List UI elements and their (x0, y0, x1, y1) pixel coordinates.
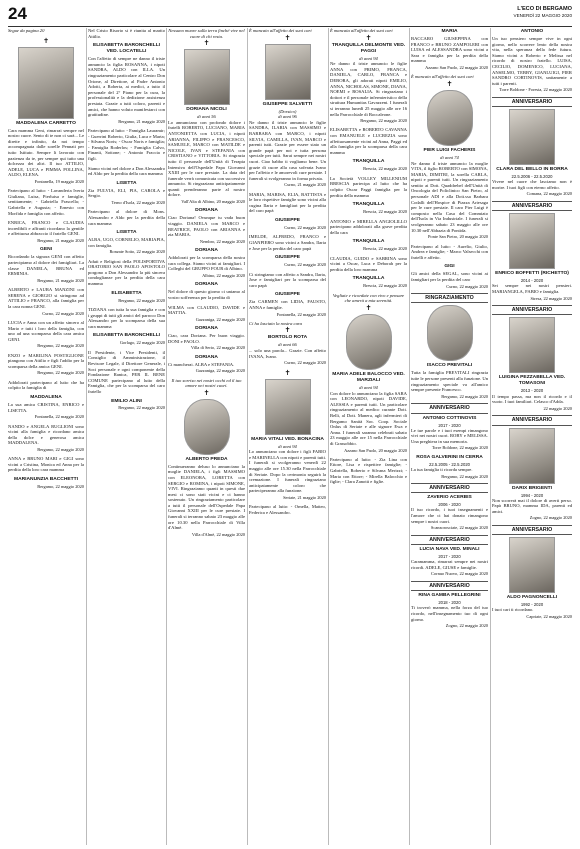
notice-text: BACCARO GIUSEPPINA con FRANCO e BRUNO ZAMPOLERI con LUISA ed ALESSANDRA sono vicini a Sara e famiglia per la perdita della mamma (411, 35, 488, 64)
notice-place-date: Curno, 21 maggio 2020 (284, 182, 326, 188)
notice-place-date: Brescia, 22 maggio 2020 (363, 283, 407, 289)
notice-text: I tuoi cari ti ricordano. (492, 607, 534, 613)
obituary-notice (88, 259, 165, 287)
notice-place-date: Torre Boldone, 22 maggio 2020 (431, 445, 488, 451)
obituary-notice (168, 28, 245, 204)
notice-place-date: Curno, 22 maggio 2020 (42, 310, 84, 316)
obituary-notice (411, 74, 488, 239)
notice-text: Non scorrerà mai il dolore di averti perso. Papà BRUNO, mamma IDA, parenti ed amici. (492, 497, 572, 514)
obituary-notice (8, 380, 84, 391)
notice-place-date: Scanzorosciate, 22 maggio 2020 (430, 525, 488, 531)
column-2 (88, 28, 165, 845)
notice-place-date: Bergamo, 22 maggio 2020 (441, 393, 488, 399)
obituary-notice (8, 220, 84, 243)
obituary-notice (249, 255, 326, 267)
cross-icon: ✝ (284, 326, 291, 335)
notice-subtitle: di anni 94 (359, 384, 378, 390)
notice-lead: È mancata all'affetto dei suoi cari (330, 28, 393, 33)
deceased-name: ALDO PAGNONCELLI (506, 595, 558, 601)
deceased-name: DORIANA (195, 354, 218, 360)
deceased-name: ENRICO BOFFETTI (RICHETTO) (495, 271, 569, 277)
obituary-notice (330, 293, 407, 453)
notice-text: Ciao, cara Doriana. Per buon viaggio. DONI e PAOLO. (168, 333, 245, 344)
deceased-name: ELISABETTA (111, 290, 142, 296)
obituary-notice (168, 355, 245, 374)
notice-text: IMELDE, ALFREDO, FRANCO e GIANPIERO sono vicini a Sandra, Ilaria e Jose per la perdita del caro papà (249, 234, 326, 251)
deceased-name: TRANQUILLA (352, 239, 385, 245)
deceased-name: GIUSEPPE SALVETTI (262, 101, 313, 107)
section-band: ANNIVERSARIO (411, 535, 488, 545)
deceased-name: ALBERTO PREDA (185, 456, 228, 462)
obituary-notice (492, 29, 572, 93)
obituary-notice (330, 457, 407, 485)
notice-place-date: Albino, 22 maggio 2020 (202, 272, 245, 278)
column-5 (330, 28, 407, 845)
obituary-notice (168, 248, 245, 278)
obituary-notice (330, 28, 407, 123)
notice-place-date: Torre Boldone - Foresta, 22 maggio 2020 (499, 87, 572, 93)
notice-text: TIZIANA con tutta la sua famiglia e con i gruppi di tutti gli amici del parroco Don Alessandro per la scomparsa della sua cara mamma (88, 307, 165, 329)
notice-place-date: Curno, 22 maggio 2020 (446, 283, 488, 289)
notice-text: Lo annunciano con profondo dolore i fratelli ROBERTO, LUCIANO, MARIA ANTONIETTA con LUCIA, i nipoti ARIANNA, FILIPPO e FRANCESCO, SAMUELE, MARCO con MATILDE e NICOLE, IVAN e STEFANIA con CRISTIANO e VITTORIA. Si ringrazia tutto il personale dell'Unità di Terapia Intensiva dell'Ospedale Papa Giovanni XXIII per le cure prestate. La data del funerale verrà comunicata con successivo annuncio. Si ringraziano anticipatamente quanti prenderanno parte al nostro dolore. (168, 119, 245, 198)
notice-place-date: Terno d'Isola, 22 maggio 2020 (111, 199, 165, 205)
obituary-notice (8, 247, 84, 283)
notice-text: Gli amici della SEGAL, sono vicini ai famigliari per la perdita del caro (411, 271, 488, 282)
obituary-notice (492, 317, 572, 411)
obituary-notice (168, 282, 245, 300)
deceased-name: DORIANA (195, 248, 218, 254)
notice-place-date: Bergamo, 22 maggio 2020 (37, 370, 84, 376)
obituary-notice (492, 109, 572, 197)
notice-text: Con l'affetto di sempre ne danno il triste annuncio la figlia ROSANNA, i nipoti SANDRA, ALDO con ILLA. Un ringraziamento particolare al Centro Don Orione, al Direttore, al Padre Antonio Adotti, a Roberta, ai medici, a tutto il personale del 2° Piano per la cura, la professionalità e la dedizione assistenza prestata. Grazie a tutti coloro, parenti e amici, che hanno voluto manifestarci con gratitudine. (88, 56, 165, 118)
obituary-notice (330, 127, 407, 155)
column-4 (249, 28, 326, 845)
cross-icon: ✝ (203, 39, 210, 48)
notice-place-date: Capriate, 22 maggio 2020 (526, 613, 572, 619)
deceased-name: MARIA VITALI VED. BONACINA (251, 436, 324, 442)
notice-years: 1992 - 2020 (520, 602, 544, 608)
deceased-name: LISETTA (116, 230, 137, 236)
obituary-notice (411, 495, 488, 530)
obituary-notice (411, 244, 488, 261)
obituary-notice (249, 292, 326, 317)
obituary-notice (330, 276, 407, 288)
column-6 (411, 28, 488, 845)
notice-place-date: Azzano San Paolo, 22 maggio 2020 (425, 64, 488, 70)
obituary-notice (8, 287, 84, 316)
obituary-notice (411, 455, 488, 479)
section-band: ANNIVERSARIO (411, 483, 488, 493)
notice-years: 2017 - 2020 (438, 422, 461, 428)
notice-subtitle: (Dorsico) (278, 108, 297, 114)
notice-years: 2014 - 2020 (520, 278, 544, 284)
notice-text: La tua famiglia ti ricorda sempre. (411, 466, 473, 472)
obituary-notice (249, 272, 326, 289)
obituary-notice (411, 547, 488, 577)
notice-place-date: Bergamo, 22 maggio 2020 (360, 118, 407, 124)
notice-place-date: 22 maggio 2020 (543, 405, 572, 411)
portrait-photo (184, 49, 230, 105)
notice-years: 2013 - 2020 (520, 388, 544, 394)
deceased-name: ZAVERIO ACERBIS (427, 495, 472, 501)
deceased-name: GIUSEPPE (274, 292, 300, 298)
notice-lead: Ci ha lasciato la nostra cara (249, 320, 302, 326)
deceased-name: MADDALENA (30, 395, 62, 400)
notice-text: ALBERTO e LAURA MANZINI con SERENA e GIORGIO si stringono ad ATTILIO e FRANCO, alla famiglia per la cara nonna GENI. (8, 287, 84, 309)
deceased-name: GIUSEPPE (274, 218, 300, 224)
notice-text: Nel dolore di questo giorno ci uniamo al vostro sofferenza per la perdita di (168, 289, 245, 300)
notice-text: Partecipano al lutto: - Zia Lina con Ettore, Lisa e rispettive famiglie; - Gabriella, Roberto e Silvana Merizzi; - Maria con Ettore; - Mirella Balocchio e figlie; - Clara Zanotti e figlie. (330, 456, 407, 485)
notice-text: Partecipano al lutto: - Ornella, Matteo, Federica e Alessandro. (249, 504, 326, 515)
obituary-notice (411, 416, 488, 451)
cross-icon: ✝ (284, 368, 291, 377)
obituary-notice (249, 504, 326, 515)
notice-lead: È mancato all'affetto dei suoi cari (411, 74, 474, 80)
obituary-notice (249, 321, 326, 366)
notice-text: CLAUDIA, GUIDO e SABRINA sono vicini a Oscar, Luca e Deborah per la perdita della loro mamma (330, 255, 407, 272)
obituary-notice (8, 456, 84, 473)
notice-lead: È mancato all'affetto dei suoi cari (249, 28, 312, 33)
obituary-notice (88, 230, 165, 255)
deceased-name: DORIANA (195, 326, 218, 332)
obituary-notice (249, 234, 326, 251)
deceased-name: TRANQUILLA DELMONTE VED. PAGGI (331, 42, 406, 54)
deceased-name: BORTOLO ROTA (267, 335, 308, 341)
obituary-notice (8, 121, 84, 185)
obituary-notice (168, 326, 245, 351)
notice-place-date: Curno, 22 maggio 2020 (284, 360, 326, 366)
notice-place-date: Gazzaniga, 22 maggio 2020 (195, 368, 245, 374)
notice-text: Siamo vicini nel dolore a Don Alessandro ed Aldo per la perdita della cara mamma (88, 165, 165, 177)
deceased-name: MARIANUNZIA BACCHETTI (14, 477, 78, 483)
notice-text: Lo annunciano con dolore i figli FABIO e MARINELLA con nipoti e parenti tutti. I funerali si svolgeranno venerdì 22 maggio alle ore 15.30 nella Parrocchiale di Seriate. Dopo la cerimonia seguirà la cremazione. I funerali ringraziano anticipatamente coloro che parteciperanno alla funzione. (249, 449, 326, 494)
column-3 (168, 28, 245, 845)
portrait-photo (184, 399, 230, 455)
deceased-name: TRANQUILLA (352, 159, 385, 165)
notice-text: Il tempo passa, ma non il ricordo e il vuoto. I tuoi familiari. Celasco d'Adda. (492, 393, 572, 405)
section-band: ANNIVERSARIO (411, 403, 488, 413)
obituary-notice (88, 209, 165, 226)
notice-place-date: Zogno, 22 maggio 2020 (445, 623, 488, 629)
obituary-notice (492, 213, 572, 301)
notice-text: NANDO e ANGELA RUGLIONI sono vicini alla famiglia e ricordano amica della dolce e generosa amica MADDALENA. (8, 423, 84, 446)
cross-icon: ✝ (203, 388, 210, 397)
obituary-notice (330, 239, 407, 251)
obituary-notice (249, 218, 326, 230)
obituary-notice (88, 333, 165, 345)
notice-text: Addolorati partecipano al lutto che ha colpito la famiglia di (8, 379, 84, 391)
obituary-notice (411, 593, 488, 628)
obituary-notice (168, 208, 245, 244)
notice-text: Partecipano al dolore di Mons. Alessandro e Aldo per la perdita della cara mamma (88, 209, 165, 226)
notice-text: Ti troverò mamma, nella forza del tuo ricordo, nell'insegnamento tuo di ogni giorno. (411, 605, 488, 622)
notice-text: Partecipano al lutto: - Aurelio, Giulio, Andrea e famiglie; - Marco Valsecchi con fratelli e affetto. (411, 243, 488, 260)
notice-text: Ci stringiamo con affetto a Sandra, Ilaria, Jose e famigliari per la scomparsa del caro papà (249, 271, 326, 288)
notice-text: LUCIA e Anna con un affetto sincero al Mario e tutti i loro della famiglia, con uno ad una scomparsa della cara amica GENI. (8, 319, 84, 342)
deceased-name: GIGI (444, 264, 455, 270)
deceased-name: TRANQUILLA (352, 202, 385, 208)
notice-text: ELISABETTA e ROBERTO CAVANNA con EMANUELE e LUCREZIA sono affettuosamente vicini ad Anna, Paggi ed alla famiglia per la scomparsa della cara mamma (330, 127, 407, 155)
notice-text: ... solo una parola... Grazie. Con affetto IVANA, Ivano. (249, 348, 326, 359)
notice-place-date: Gorlago, 22 maggio 2020 (119, 340, 165, 346)
notice-quote: Nessuno muore sulla terra finché vive nel cuore di chi resta. (168, 28, 245, 39)
portrait-photo (509, 428, 555, 484)
notice-text: Addolorati per la scomparsa della nostra cara collega. Siamo vicini ai famigliari. I Colleghi del GRUPPO FOUR di Albino. (168, 255, 245, 272)
deceased-name: ANTONIO (520, 29, 544, 34)
notice-place-date: Bergamo, 22 maggio 2020 (37, 446, 84, 452)
notice-subtitle: di anni 56 (197, 114, 216, 120)
notice-text: Il Presidente, i Vice Presidenti, il Consiglio di Amministrazione, il Revisore Legale, il Direttore Generale, i Soci personale e ogni componente della Fondazione Ranica, PER IL BENE COMUNE partecipano al lutto della Famiglia, che per la scomparsa del caro fratello (88, 349, 165, 394)
notice-text: Partecipano al lutto: - Lavanderia Iveria Giuliana, Luisa, Pierluisa e famiglie, sentitamente; - Gabriella Frascella; - Gabriella e Augusta; - Ernesto con Morfida e famiglia con affetto. (8, 188, 84, 216)
obituary-notice (330, 159, 407, 171)
deceased-name: RINA GAMBA PELLEGRINI (418, 593, 481, 599)
deceased-name: EMILIO ALINI (111, 398, 142, 404)
obituary-notice (8, 477, 84, 489)
notice-text: Continueranno deluso lo annunciano la moglie DANIELA, i figli MASSIMO con ELEONORA, LORETTA con SERGIO e ROMINA, i nipoti SIMONE, VIVI. Ringraziamo quanti in questi due mesi ci sono stati vicini e ci hanno sostenuto. Un ringraziamento particolare a tutti il personale dell'Ospedale Papa Giovanni XXIII per le cure prestate. I funerali si terranno sabato 23 maggio alle ore 10.30 nella Parrocchiale di Villa d'Almè. (168, 463, 245, 531)
notice-place-date: Zogno, 22 maggio 2020 (529, 515, 572, 521)
obituary-notice (88, 43, 165, 124)
obituary-notice (88, 350, 165, 395)
cross-icon: ✝ (365, 304, 372, 312)
obituary-notice (88, 291, 165, 303)
notice-place-date: Brescia, 22 maggio 2020 (363, 166, 407, 172)
obituary-notice (330, 202, 407, 214)
notice-text: Ne danno il triste annuncio le figlie ANNA con PRIMO, FRANCA, DANIELA, CARLO, FRANCA e DEBORA, gli adorati nipoti EMILIO, ANNA, NICHOLAS, SIMONE, DIANA, NOEMI e ROSALIA. Si ringraziano i dottori e il personale infermieristico della struttura Humanitas Gavazzeni. I funerali si terranno lunedì 25 maggio alle ore 16 nella Parrocchiale di Boccaleone. (330, 61, 407, 117)
notice-text: Le tue parole e i tuoi esempi rimangono vivi nei nostri cuori. ROBY e MELISSA. Una preghiera in sua memoria. (411, 427, 488, 444)
notice-text: ENZO e MARILINA POSTIGLIONE piangono con Attilio e figli l'addio per la scomparsa della amica GENI. (8, 352, 84, 369)
notice-place-date: Bergamo, 22 maggio 2020 (118, 405, 165, 411)
portrait-photo (427, 90, 473, 146)
notice-place-date: Cornuo Nuovo, 22 maggio 2020 (431, 571, 488, 577)
page-number: 24 (8, 4, 27, 23)
section-band: ANNIVERSARIO (492, 201, 572, 211)
deceased-name: ISACCO PREVITALI (426, 363, 473, 369)
notice-place-date: Seriate, 21 maggio 2020 (283, 494, 326, 500)
obituary-notice (330, 176, 407, 198)
notice-subtitle: di anni 94 (278, 443, 297, 449)
notice-quote: Il tuo sorriso nei nostri occhi ed il tuo amore nei nostri cuori. (171, 377, 242, 389)
deceased-name: DARIX BRIGENTI (512, 485, 552, 491)
section-band: ANNIVERSARIO (492, 305, 572, 315)
notice-place-date: Fontanella, 19 maggio 2020 (34, 178, 84, 184)
obituary-notice (249, 192, 326, 214)
portrait-photo (509, 317, 555, 373)
deceased-name: MADDALENA CARRETTO (16, 120, 76, 126)
obituary-notice (8, 320, 84, 349)
notice-subtitle: di anni 74 (440, 154, 459, 160)
notice-place-date: Bergamo, 21 maggio 2020 (37, 238, 84, 244)
notice-text: Nel Cristo Risorto si è riunita al marito Attilio. (88, 28, 165, 39)
notice-place-date: Curno, 22 maggio 2020 (284, 225, 326, 231)
notice-quote: Vegliate e ricordate con vivo e pensare che amerà a mia serenità. (332, 292, 405, 304)
notice-text: La sua amica CRISTINA, ENRICO e LISETTA. (8, 401, 84, 413)
issue-date: VENERDÌ 22 MAGGIO 2020 (513, 12, 572, 18)
portrait-photo (265, 44, 311, 100)
obituary-notice (8, 395, 84, 420)
obituary-notice (168, 378, 245, 538)
obituary-notice (492, 428, 572, 521)
obituary-notice (330, 219, 407, 236)
deceased-name: LUCIA NAVA VED. MINALI (419, 547, 480, 553)
deceased-name: MARIA ADELE BALOCCO VED. MARZIALI (332, 372, 405, 383)
obituary-notice (411, 305, 488, 399)
deceased-name: ROSA GALVERINI IN CERRA (416, 454, 483, 460)
notice-text: MARIA, MARISA, ELIA, BATTISTA e le loro rispettive famiglie sono vicini alla cugina Ilaria e famigliari per la perdita del caro papà (249, 191, 326, 214)
deceased-name: TRANQUILLA (352, 276, 385, 282)
section-band: ANNIVERSARIO (492, 525, 572, 535)
portrait-photo (509, 213, 555, 269)
obituary-notice (88, 166, 165, 177)
column-7 (492, 28, 572, 845)
portrait-photo (509, 109, 555, 165)
portrait-photo (346, 314, 392, 370)
notice-text: Partecipano al lutto: - Famiglia Lauramir; - Guerrini Roberto, Giulia, Luca e Marta; - Silvana Noris; - Oscar Noris e famiglia; - Famiglia Roderlos; - Famiglia Calvo, Finanti, Sottone; - Antonio Fraccia e figli. (88, 128, 165, 162)
notice-place-date: Bergamo, 21 maggio 2020 (37, 277, 84, 283)
notice-text: Cara mamma Geni, rimarrai sempre nel nostro cuore. Sento di te non ci sarà... Le dirette e infinito, da noi tempo accompagnata dalle sorelle Pennati per tutto Istituto. Sempre li lavorato con pazienza da te, per sempre qui tutto una dolcezza dei altri. Il tuo ATTILIO, ADELE, LUCA e PIMMA POLLINA, ALDO, ELENA. (8, 127, 84, 178)
newspaper-name: L'ECO DI BERGAMO (517, 6, 572, 12)
obituary-notice (88, 181, 165, 206)
notice-text: ENRICA, FRANCO e CLAUDIA incredibili e affranti ricordano la gentile e affettuosa abbraccio il fratello GENI. (8, 220, 84, 237)
notice-place-date: Fontanella, 22 maggio 2020 (276, 311, 326, 317)
deceased-name: ELISABETTA BARONCHELLI VED. LOCATELLI (92, 43, 161, 55)
obituary-notice (8, 188, 84, 216)
notice-text: Un tuo pensiero sempre vive in ogni giorno, nello scorrere lento della nostra vita, nella speranza della fede futura. Siamo vicini a Roberto e Melissa nel ricordo di nostro fratello. LUISA, CECILIO, DOMENICO, LUCIANA, ANSELMO, TEBBY, GIANLUIGI, PIER SANDRO CORTINOVIS, unitamente a tutti i parenti. (492, 35, 572, 86)
notice-place-date: Nembro, 22 maggio 2020 (199, 238, 245, 244)
section-band: ANNIVERSARIO (492, 97, 572, 107)
obituary-notice (88, 28, 165, 39)
obituary-notice (88, 128, 165, 162)
notice-years: 22.5.2006 - 22.5.2020 (511, 174, 553, 180)
obituary-notice (330, 256, 407, 273)
notice-place-date: Ronzate Sotto, 22 maggio 2020 (109, 249, 165, 255)
notice-place-date: Villa d'Almè, 22 maggio 2020 (191, 531, 245, 537)
notice-place-date: Villa di Serio, 22 maggio 2020 (190, 345, 245, 351)
notice-place-date: Azzano San Paolo, 20 maggio 2020 (344, 447, 407, 453)
notice-text: Tutta la famiglia PREVITALI ringrazia tutte le persone presenti alla funzione. Un ringraziamento speciale va all'amico sempre presente Francesco. (411, 370, 488, 393)
notice-place-date: Bergamo, 22 maggio 2020 (441, 473, 488, 479)
notice-text: Aduti e Religiosi della POLISPORTIVA ORATORIO SAN PAOLO APOSTOLO porgono a Don Alessandro la più sincera condoglianze per la perdita della cara mamma (88, 258, 165, 287)
portrait-photo (427, 305, 473, 361)
notice-years: 2018 - 2020 (438, 600, 461, 606)
notice-place-date: Bergamo, 22 maggio 2020 (37, 484, 84, 490)
cross-icon: ✝ (284, 33, 291, 42)
obituary-notice (492, 537, 572, 619)
notice-place-date: Bergamo, 21 maggio 2020 (118, 118, 165, 124)
deceased-name: GIUSEPPE (274, 255, 300, 261)
notice-place-date: Curno, 22 maggio 2020 (284, 262, 326, 268)
notice-text: Sei sempre nei nostri pensieri. MARIANGELA, FABIO e famiglia. (492, 283, 572, 294)
deceased-name: LUIGINA PEZZABELLA VED. TOMASONI (498, 375, 566, 387)
continued-note: Segue da pagina 20 (8, 28, 45, 33)
cross-icon: ✝ (43, 36, 49, 45)
deceased-name: ELISABETTA BARONCHELLI (92, 333, 161, 339)
notice-place-date: Brescia, 22 maggio 2020 (363, 246, 407, 252)
deceased-name: ANTONIO COTTINOVIS (422, 415, 477, 421)
notice-text: Con dolore lo annunciano la figlia SARA con LEONARDO, nipoti DAVIDE, ALESSIA e parenti tutti. Un particolare ringraziamento al medico curante Dott. Belli, al Dott. Manera, agli infermieri di Bergamo Sanità Soc. Coop. Sociale Onlus di Seriate e alle signore Ewa e Anna. I funerali saranno celebrati sabato 23 maggio alle ore 15 nella Parrocchiale di Grassobbio. (330, 390, 407, 446)
notice-place-date: Fontanella, 22 maggio 2020 (34, 414, 84, 420)
notice-text: Il tuo ricordo, i tuoi insegnamenti e l'amore che ci hai donato rimangono sempre i nostri cuori. (411, 507, 488, 524)
notice-age: di anni 96 (278, 114, 297, 120)
deceased-name: GENI (40, 247, 52, 253)
notice-text: Ne danno il triste annuncio le figlie SANDRA, ILARIA con MASSIMO e BARBARA con MARCO, i nipoti SILVIA, CAMILLA, IVAN, MARCO e parenti tutti. Grazie per essere stato un grande papà per noi e tutta persona speciale per tutti. Sarai sempre nei nostri cuori. Ciao babbo ti vogliamo bene. Un grazie di cuore alla casa soferata Ivano per l'affetto e le amorevoli cure prestate. I funerali si svolgeranno in forma privata. (249, 119, 326, 181)
deceased-name: CLARA DEL BELLO IN BORRA (496, 167, 568, 173)
notice-years: 1994 - 2020 (520, 492, 544, 498)
obituary-notice (88, 399, 165, 411)
notice-place-date: Ponte San Pietro, 20 maggio 2020 (427, 234, 488, 240)
obituary-notice (88, 307, 165, 329)
notice-place-date: Gazzaniga, 22 maggio 2020 (195, 316, 245, 322)
obituary-notice (411, 264, 488, 289)
obituary-notice (8, 424, 84, 453)
notice-place-date: Bergamo, 22 maggio 2020 (118, 297, 165, 303)
notice-text: Vivere nel cuore che lasciamo non è morire. I tuoi figli con eterno affetto. (492, 179, 572, 190)
notice-years: 22.5.2005 - 22.5.2020 (429, 461, 470, 467)
notice-place-date: Comana, 22 maggio 2020 (526, 191, 572, 197)
cross-icon: ✝ (446, 79, 453, 88)
notice-text: Zia FULVIA, ELI, PIA, CAROLA e Sergio. (88, 187, 165, 199)
deceased-name: DORIANA (195, 282, 218, 288)
portrait-photo (18, 47, 74, 119)
notice-text: Caramamma, rimarrai sempre nei nostri ricordi. ADELE, GIUSE e famiglie. (411, 559, 488, 570)
notice-text: Zia CARMEN con LIDIA, FAUSTO, ANNA e famiglie. (249, 299, 326, 310)
notice-subtitle: di anni 94 (359, 55, 378, 61)
notice-place-date: Stresa, 22 maggio 2020 (530, 295, 572, 301)
obituary-notice (249, 370, 326, 501)
obituary-notice (249, 28, 326, 188)
notice-years: 2017 - 2020 (438, 554, 461, 560)
cross-icon: ✝ (365, 33, 372, 42)
notice-text: ALBA, UGO, CORNELIO, MARIAPIA, con famiglia. (88, 237, 165, 248)
notice-place-date: Vall'Alta di Albino, 20 maggio 2020 (181, 199, 245, 205)
deceased-name: MARIA (441, 29, 458, 34)
notice-place-date: Bergamo, 22 maggio 2020 (37, 343, 84, 349)
notice-years: 2006 - 2020 (438, 502, 461, 508)
portrait-photo (509, 537, 555, 593)
section-band: ANNIVERSARIO (492, 415, 572, 425)
obituary-notice (8, 353, 84, 376)
notice-text: La Società VOLLEY MILLENIUM BRESCIA partecipa al lutto che ha colpito Oscar Paggi famiglia per la perdita della mamma (330, 175, 407, 198)
notice-text: Ci mancherai. ALBA e STEFANIA. (168, 361, 235, 367)
deceased-name: DORIANA NICOLI (186, 107, 227, 113)
column-1 (8, 28, 84, 845)
section-band: ANNIVERSARIO (411, 581, 488, 591)
obituary-notice (168, 305, 245, 323)
notice-text: ANNA e BRUNO MARI e GIGI sono vicini a Cristina, Monica ed Anna per la perdita della loro cara mamma (8, 456, 84, 473)
masthead (514, 6, 572, 18)
obituary-notice (411, 29, 488, 70)
deceased-name: PIER LUIGI FACHERIS (423, 147, 476, 153)
section-band: RINGRAZIAMENTO (411, 293, 488, 303)
notice-text: ANTONIO e MIRELLA ANGIOLILLO partecipano addolorati alla grave perdita della cara (330, 218, 407, 235)
notice-text: Ne danno il triste annuncio la moglie VITA, il figlio ROBERTO con SIMONA, MARIA, DIMITRI, la sorella CARLA, nipoti e parenti tutti. Un ringraziamento sentito ai Dott. Quaddrebel dell'Unità di Oncologia del Policlinico San Pietro, al personale ADI e alla Dott.ssa Barbara Codalli dell'Hospice di Piazza Ariesaga per le cure prestate. Il caro Pier Luigi è composto nella Casa del Commiato dell'Isola in Via Industriale. I funerali si svolgeranno sabato 23 maggio alle ore 10.30 nell'Abbazia di Pontida. (411, 160, 488, 233)
notice-text: WILMA con CLAUDIO, DAVIDE e MATTIA. (168, 304, 245, 316)
notice-text: Ciao Doriana! Ovunque tu vada buon viaggio. DANIELA con MARCO e BEATRICE, PAOLO con ARIANNA e zia MARIA. (168, 215, 245, 238)
notice-place-date: Brescia, 22 maggio 2020 (363, 209, 407, 215)
deceased-name: DORIANA (195, 208, 218, 214)
notice-text: Ricordando la signora GENI con affetto partecipiamo al dolore dei famigliari. La classe DANIELA, BRUNA ed ERMINIA. (8, 254, 84, 277)
deceased-name: LISETTA (116, 180, 137, 186)
notice-subtitle: di anni 66 (278, 342, 297, 348)
portrait-photo (265, 379, 311, 435)
page-header (8, 4, 572, 27)
